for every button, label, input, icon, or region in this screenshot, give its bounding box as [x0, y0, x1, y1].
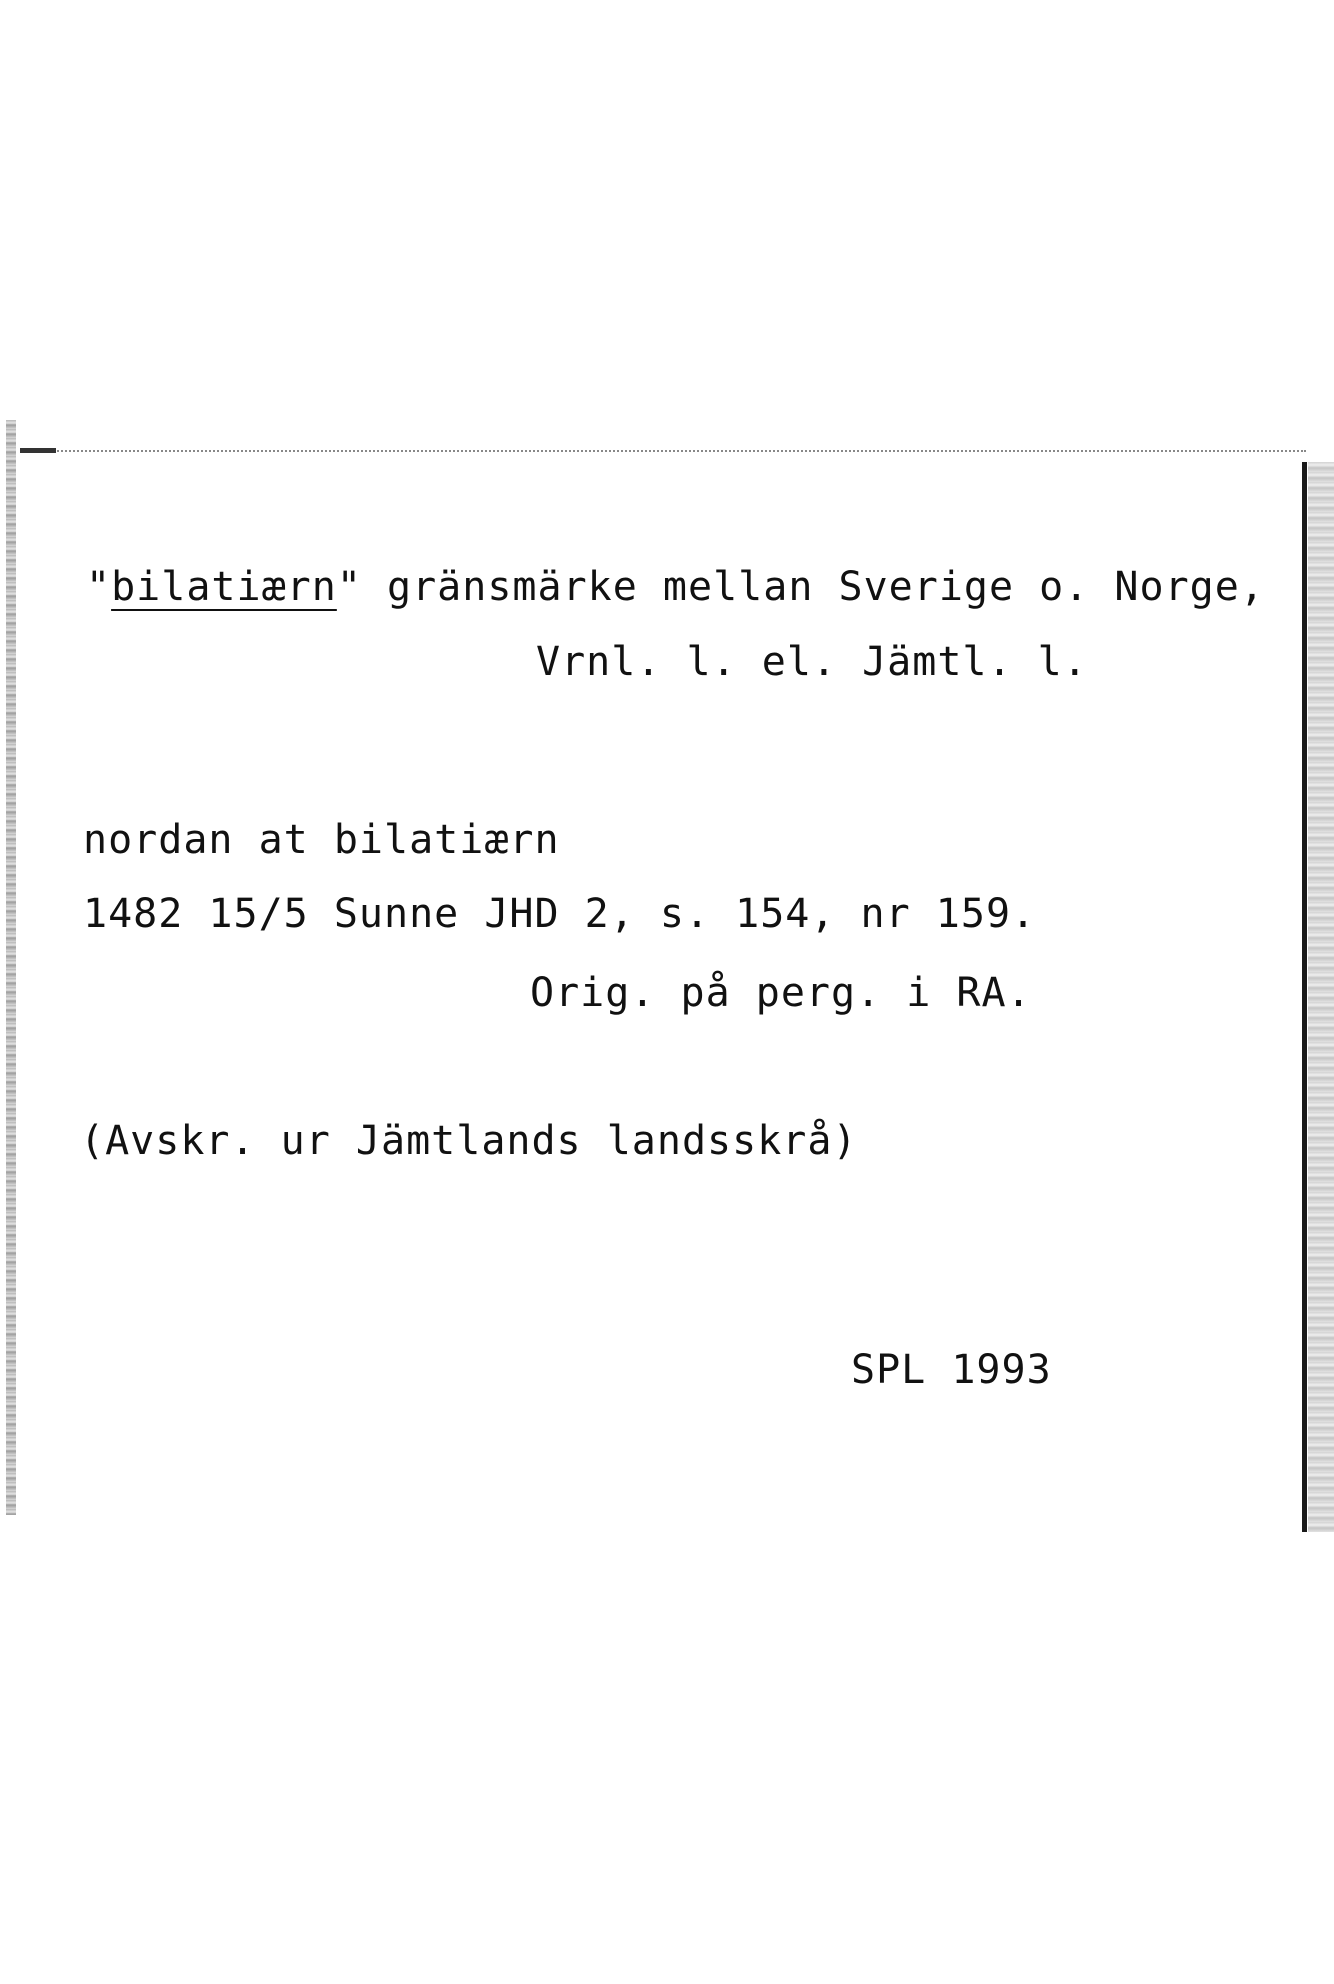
source-line: 1482 15/5 Sunne JHD 2, s. 154, nr 159. [83, 891, 1037, 937]
card-right-border [1302, 462, 1307, 1532]
quote-line: nordan at bilatiærn [83, 817, 560, 863]
definition: gränsmärke mellan Sverige o. Norge, [361, 564, 1265, 610]
headword-close-quote: " [336, 564, 362, 610]
origin-line: Orig. på perg. i RA. [530, 970, 1032, 1016]
region-line: Vrnl. l. el. Jämtl. l. [536, 639, 1088, 685]
note-line: (Avskr. ur Jämtlands landsskrå) [80, 1118, 858, 1164]
headword-open-quote: " [86, 564, 112, 610]
card-left-edge [6, 420, 16, 1515]
signature: SPL 1993 [851, 1347, 1052, 1393]
card-right-shadow [1308, 462, 1334, 1532]
headword: bilatiærn [111, 564, 337, 610]
card-corner-mark [20, 448, 56, 453]
headword-line [86, 563, 1265, 611]
card-top-border [26, 450, 1306, 452]
